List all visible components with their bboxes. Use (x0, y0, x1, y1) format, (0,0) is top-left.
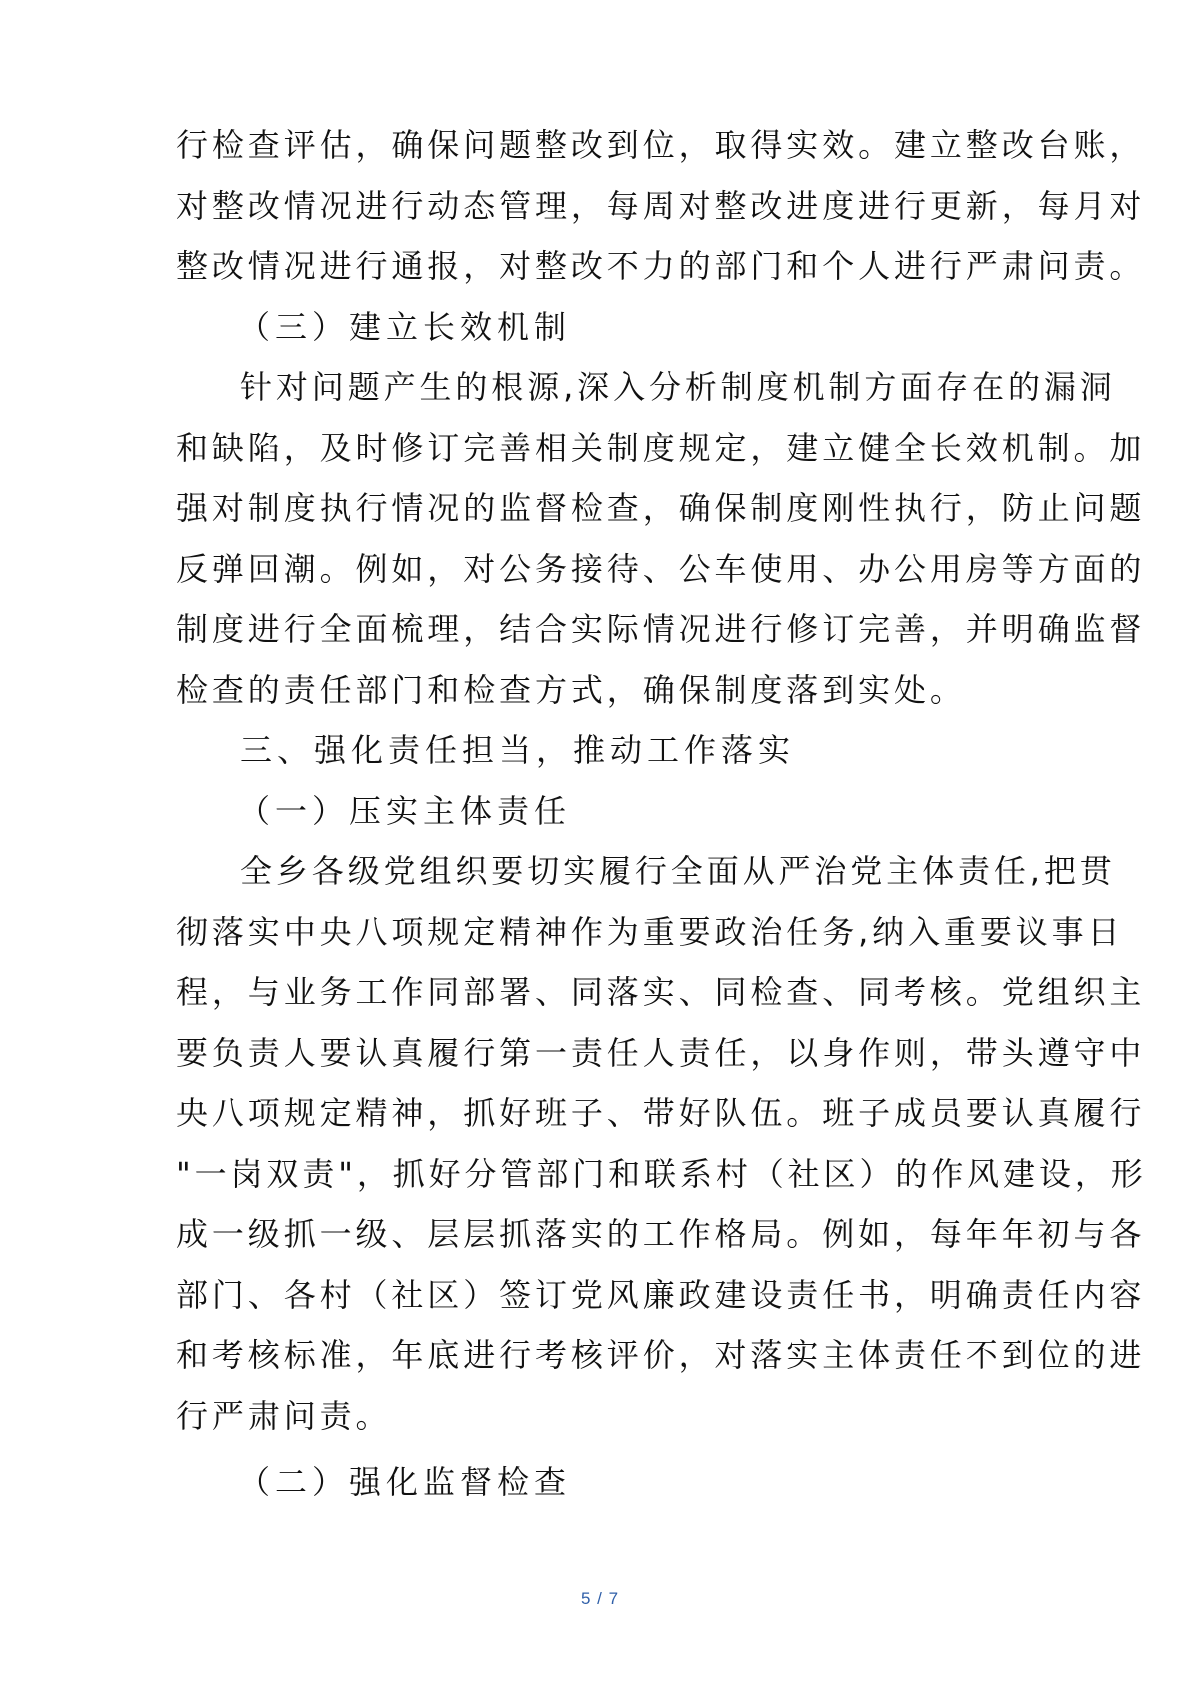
text-line: 针对问题产生的根源,深入分析制度机制方面存在的漏洞 (240, 368, 1116, 406)
paragraph (176, 357, 1146, 720)
section-heading: 三、强化责任担当，推动工作落实 (240, 731, 796, 769)
document-body (176, 115, 1147, 1513)
text-line: 制度进行全面梳理，结合实际情况进行修订完善，并明确监督 (176, 610, 1146, 648)
text-line: "一岗双责"，抓好分管部门和联系村（社区）的作风建设，形 (176, 1154, 1147, 1193)
subsection-heading: （二）强化监督检查 (238, 1463, 572, 1501)
text-line: 强对制度执行情况的监督检查，确保制度刚性执行，防止问题 (176, 489, 1146, 527)
text-line: 全乡各级党组织要切实履行全面从严治党主体责任,把贯 (240, 852, 1116, 890)
text-line: 对整改情况进行动态管理，每周对整改进度进行更新，每月对 (176, 186, 1146, 225)
text-line: 整改情况进行通报，对整改不力的部门和个人进行严肃问责。 (176, 247, 1146, 285)
text-line: 和考核标准，年底进行考核评价，对落实主体责任不到位的进 (176, 1336, 1146, 1374)
text-line: 部门、各村（社区）签订党风廉政建设责任书，明确责任内容 (176, 1275, 1146, 1314)
text-line: 程，与业务工作同部署、同落实、同检查、同考核。党组织主 (176, 973, 1146, 1011)
text-line: 检查的责任部门和检查方式，确保制度落到实处。 (176, 670, 966, 709)
paragraph (176, 841, 1147, 1446)
text-line: 要负责人要认真履行第一责任人责任，以身作则，带头遵守中 (176, 1033, 1146, 1072)
paragraph (176, 115, 1146, 297)
text-line: 央八项规定精神，抓好班子、带好队伍。班子成员要认真履行 (176, 1094, 1146, 1132)
text-line: 成一级抓一级、层层抓落实的工作格局。例如，每年年初与各 (176, 1215, 1146, 1253)
text-line: 行严肃问责。 (176, 1396, 392, 1435)
text-line: 彻落实中央八项规定精神作为重要政治任务,纳入重要议事日 (176, 912, 1124, 951)
text-line: 反弹回潮。例如，对公务接待、公车使用、办公用房等方面的 (176, 549, 1146, 588)
page-number: 5 / 7 (580, 1589, 620, 1608)
text-line: 行检查评估，确保问题整改到位，取得实效。建立整改台账， (176, 126, 1146, 164)
subsection-heading: （三）建立长效机制 (238, 307, 572, 346)
subsection-heading: （一）压实主体责任 (238, 791, 572, 830)
text-line: 和缺陷，及时修订完善相关制度规定，建立健全长效机制。加 (176, 428, 1146, 467)
